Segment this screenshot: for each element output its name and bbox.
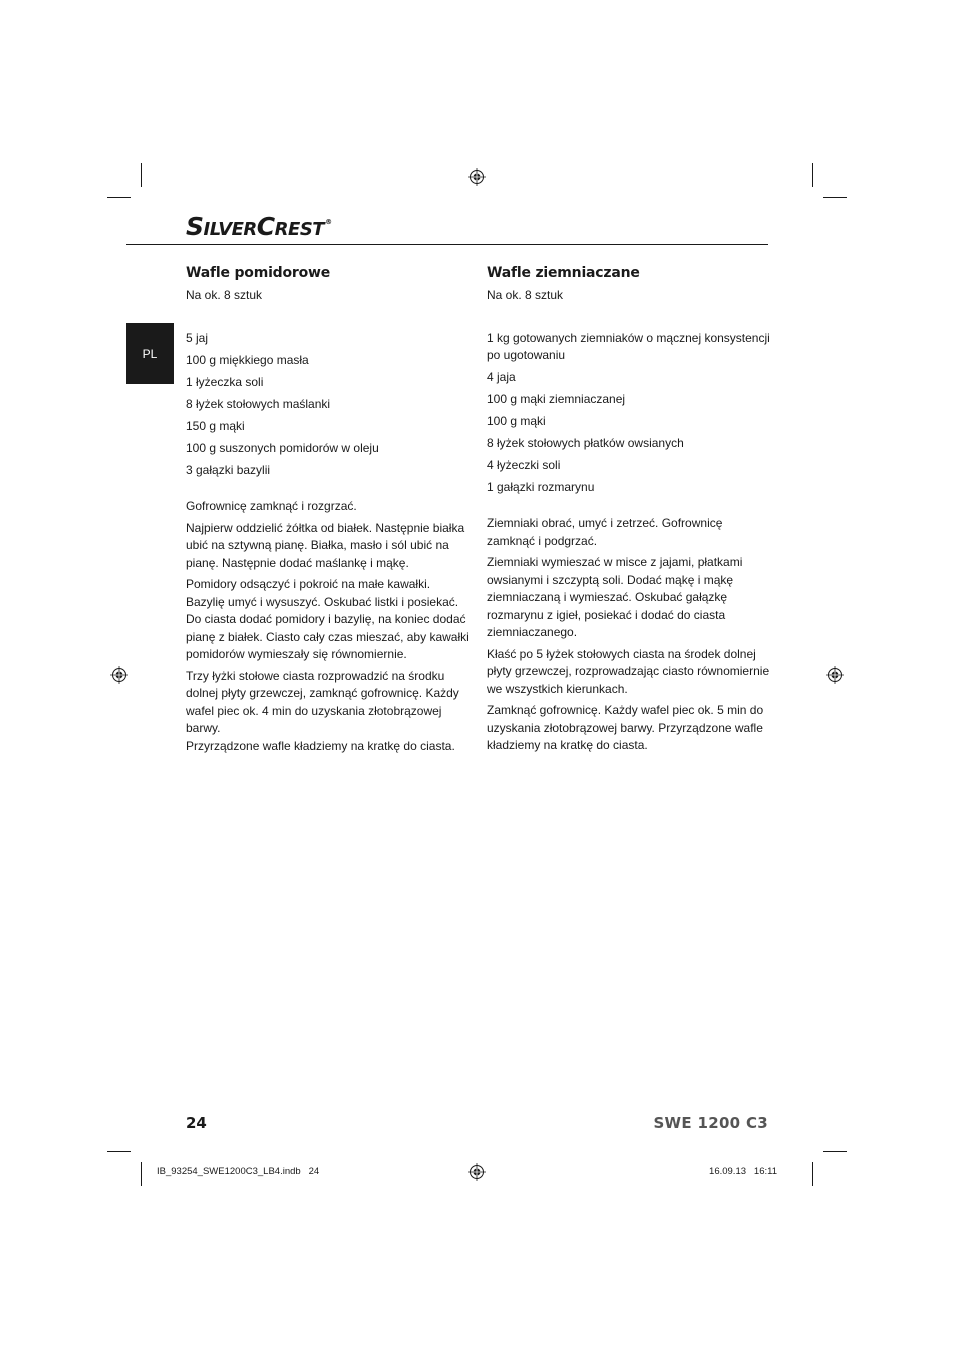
registration-mark-icon: [468, 168, 486, 186]
recipe-right: [487, 263, 771, 759]
slug-date: 16.09.13 16:11: [709, 1166, 777, 1177]
ingredient-item: 4 łyżeczki soli: [487, 458, 561, 472]
recipe-servings: Na ok. 8 sztuk: [487, 288, 564, 302]
recipe-left: [186, 263, 470, 759]
registration-mark-icon: [110, 666, 128, 684]
crop-mark: [812, 1162, 813, 1186]
registration-mark-icon: [826, 666, 844, 684]
ingredient-item: 8 łyżek stołowych maślanki: [186, 397, 331, 411]
recipe-steps: [487, 515, 771, 755]
crop-mark: [141, 163, 142, 187]
recipe-step: Zamknąć gofrownicę. Każdy wafel piec ok. 5 min do uzyskania złotobrązowej barwy. Przyrządzone wafle kładziemy na kratkę do ciasta.: [487, 703, 764, 752]
recipe-step: Kłaść po 5 łyżek stołowych ciasta na środek dolnej płyty grzewczej, rozprowadzając ciasto równomiernie we wszystkich kierunkach.: [487, 646, 770, 696]
crop-mark: [823, 197, 847, 198]
slug-filename: IB_93254_SWE1200C3_LB4.indb 24: [157, 1166, 320, 1177]
crop-mark: [107, 1151, 131, 1152]
recipe-step: Ziemniaki obrać, umyć i zetrzeć. Gofrownicę zamknąć i podgrzać.: [487, 516, 723, 548]
recipe-step: Gofrownicę zamknąć i rozgrzać.: [186, 499, 357, 513]
ingredient-item: 100 g mąki ziemniaczanej: [487, 392, 626, 406]
recipe-title: Wafle pomidorowe: [186, 265, 331, 281]
ingredient-item: 3 gałązki bazylii: [186, 463, 271, 477]
recipe-title: Wafle ziemniaczane: [487, 265, 640, 281]
ingredient-item: 1 kg gotowanych ziemniaków o mącznej konsystencji po ugotowaniu: [487, 331, 770, 362]
ingredient-item: 1 łyżeczka soli: [186, 375, 264, 389]
ingredient-list: [487, 330, 771, 496]
recipe-servings: Na ok. 8 sztuk: [186, 288, 263, 302]
recipe-step: Trzy łyżki stołowe ciasta rozprowadzić na środku dolnej płyty grzewczej, zamknąć gofrownicę. Każdy wafel piec ok. 4 min do uzyskania złotobrązowej barwy.: [186, 668, 459, 735]
ingredient-item: 5 jaj: [186, 331, 209, 345]
ingredient-list: [186, 330, 470, 479]
page-number: 24: [186, 1114, 207, 1132]
recipe-step: Ziemniaki wymieszać w misce z jajami, płatkami owsianymi i szczyptą soli. Dodać mąkę i mąkę ziemniaczaną i wymieszać. Oskubać gałązkę rozmarynu z igieł, posiekać i dodać do ciasta ziemniaczanego.: [487, 555, 743, 639]
recipe-step: Najpierw oddzielić żółtka od białek. Następnie białka ubić na sztywną pianę. Białka, masło i sól ubić na pianę. Następnie dodać maślankę i mąkę.: [186, 520, 465, 570]
recipe-steps: [186, 498, 470, 755]
recipe-step: Przyrządzone wafle kładziemy na kratkę do ciasta.: [186, 738, 455, 753]
crop-mark: [141, 1162, 142, 1186]
brand-logo: SILVERCREST®: [186, 212, 332, 241]
ingredient-item: 4 jaja: [487, 370, 516, 384]
registration-mark-icon: [468, 1163, 486, 1181]
ingredient-item: 8 łyżek stołowych płatków owsianych: [487, 436, 684, 450]
language-tab-label: PL: [142, 346, 158, 361]
crop-mark: [107, 197, 131, 198]
ingredient-item: 100 g miękkiego masła: [186, 353, 309, 367]
ingredient-item: 150 g mąki: [186, 419, 245, 433]
crop-mark: [812, 163, 813, 187]
ingredient-item: 100 g suszonych pomidorów w oleju: [186, 441, 379, 455]
ingredient-item: 1 gałązki rozmarynu: [487, 480, 595, 494]
recipe-step: Pomidory odsączyć i pokroić na małe kawałki. Bazylię umyć i wysuszyć. Oskubać listki i posiekać. Do ciasta dodać pomidory i bazylię, na koniec dodać pianę z białek. Ciasto cały czas mieszać, aby kawałki pomidorów wymieszały się równomiernie.: [186, 577, 469, 661]
header-rule: [126, 244, 768, 245]
crop-mark: [823, 1151, 847, 1152]
model-number: SWE 1200 C3: [653, 1114, 768, 1132]
language-tab: [126, 323, 174, 384]
ingredient-item: 100 g mąki: [487, 414, 546, 428]
